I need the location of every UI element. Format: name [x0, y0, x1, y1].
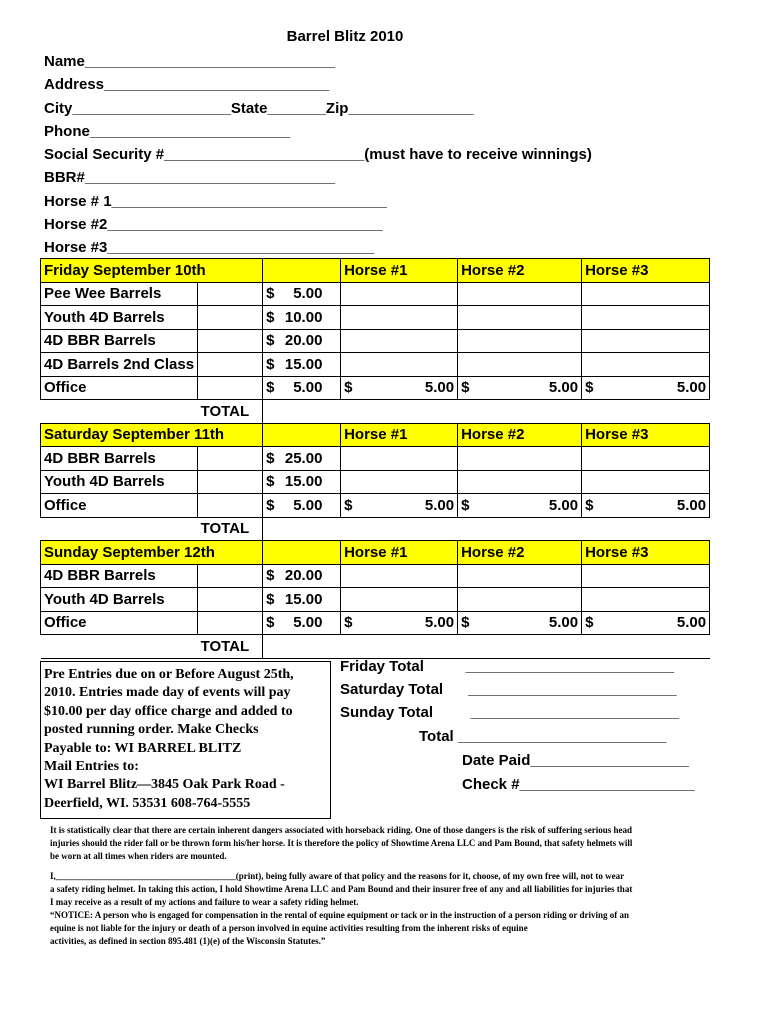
class-row: [41, 494, 710, 518]
currency-symbol: $: [266, 567, 275, 585]
currency-symbol: $: [266, 614, 275, 632]
class-name: 4D BBR Barrels: [41, 447, 198, 471]
horse-entry-cell[interactable]: [341, 564, 458, 588]
schedule-table: [40, 258, 710, 659]
horse-entry-cell: [458, 494, 582, 518]
bbr-field[interactable]: BBR#______________________________: [44, 169, 336, 187]
blank-cell: [198, 588, 263, 612]
amount: 5.00: [676, 614, 707, 632]
class-name: Pee Wee Barrels: [41, 282, 198, 306]
name-field[interactable]: Name______________________________: [44, 53, 336, 70]
currency-symbol: $: [266, 355, 275, 373]
horse-entry-cell[interactable]: [582, 564, 710, 588]
blank-cell: [198, 470, 263, 494]
waiver-line: a safety riding helmet. In taking this action, I hold Showtime Arena LLC and Pam Bound and their insurer free of any and all liabilities for injuries that: [50, 884, 633, 894]
total-cell: [263, 517, 341, 541]
horse-header: Horse #3: [582, 259, 710, 283]
class-name: 4D BBR Barrels: [41, 564, 198, 588]
horse-entry-cell[interactable]: [582, 353, 710, 377]
currency-symbol: $: [266, 285, 275, 303]
horse-entry-cell[interactable]: [458, 282, 582, 306]
horse-header: Horse #3: [582, 423, 710, 447]
horse-entry-cell: [458, 611, 582, 635]
class-fee: [263, 282, 341, 306]
class-fee: [263, 564, 341, 588]
total-cell: [341, 400, 458, 424]
total-label: TOTAL: [198, 517, 263, 541]
class-name: Youth 4D Barrels: [41, 306, 198, 330]
horse-entry-cell[interactable]: [582, 470, 710, 494]
horse-entry-cell[interactable]: [458, 564, 582, 588]
grand-total-field[interactable]: Total _________________________: [419, 728, 667, 745]
waiver-line: activities, as defined in section 895.481 (1)(e) of the Wisconsin Statutes.”: [50, 936, 326, 946]
check-number-field[interactable]: Check #_____________________: [462, 776, 695, 793]
friday-total-field[interactable]: Friday Total _________________________: [340, 658, 675, 675]
total-cell: [582, 635, 710, 659]
horse-entry-cell[interactable]: [582, 306, 710, 330]
blank-cell: [41, 400, 198, 424]
currency-symbol: $: [461, 496, 470, 514]
class-name: 4D BBR Barrels: [41, 329, 198, 353]
class-row: [41, 564, 710, 588]
horse-entry-cell: [341, 611, 458, 635]
amount: 5.00: [548, 614, 579, 632]
day-label: Friday September 10th: [41, 259, 263, 283]
total-cell: [263, 400, 341, 424]
blank-cell: [198, 611, 263, 635]
horse-entry-cell: [341, 494, 458, 518]
amount: 5.00: [424, 379, 455, 397]
amount: 5.00: [293, 496, 323, 514]
horse-entry-cell[interactable]: [582, 282, 710, 306]
class-row: [41, 470, 710, 494]
blank-cell: [198, 376, 263, 400]
horse-header: Horse #2: [458, 541, 582, 565]
currency-symbol: $: [585, 379, 594, 397]
horse-entry-cell[interactable]: [341, 470, 458, 494]
fee-header-cell: [263, 541, 341, 565]
blank-cell: [41, 517, 198, 541]
class-fee: [263, 494, 341, 518]
currency-symbol: $: [585, 614, 594, 632]
horse-entry-cell[interactable]: [341, 588, 458, 612]
total-cell: [263, 635, 341, 659]
fee-header-cell: [263, 259, 341, 283]
amount: 15.00: [284, 590, 323, 608]
date-paid-field[interactable]: Date Paid___________________: [462, 752, 689, 769]
horse-entry-cell[interactable]: [458, 329, 582, 353]
pre-entry-line: WI Barrel Blitz—3845 Oak Park Road -: [44, 777, 285, 793]
blank-cell: [198, 329, 263, 353]
amount: 5.00: [424, 496, 455, 514]
helmet-disclaimer: [50, 824, 720, 863]
horse-header: Horse #2: [458, 423, 582, 447]
currency-symbol: $: [266, 473, 275, 491]
horse-1-field[interactable]: Horse # 1_________________________________: [44, 192, 387, 210]
class-row: [41, 353, 710, 377]
pre-entry-line: Pre Entries due on or Before August 25th,: [44, 667, 294, 682]
total-cell: [458, 635, 582, 659]
day-header-row: [41, 259, 710, 283]
class-fee: [263, 447, 341, 471]
disclaimer-line: injuries should the rider fall or be thrown form his/her horse. It is therefore the policy of Showtime Arena LLC and Pam Bound, that safety helmets will: [50, 838, 633, 848]
class-fee: [263, 353, 341, 377]
currency-symbol: $: [266, 332, 275, 350]
blank-cell: [41, 635, 198, 659]
currency-symbol: $: [585, 496, 594, 514]
amount: 5.00: [293, 285, 323, 303]
currency-symbol: $: [266, 308, 275, 326]
amount: 15.00: [284, 473, 323, 491]
class-row: [41, 376, 710, 400]
horse-entry-cell[interactable]: [458, 447, 582, 471]
fee-header-cell: [263, 423, 341, 447]
pre-entry-line: 2010. Entries made day of events will pay: [44, 685, 291, 701]
class-fee: [263, 611, 341, 635]
amount: 15.00: [284, 355, 323, 373]
pre-entry-line: Mail Entries to:: [44, 759, 139, 775]
currency-symbol: $: [266, 496, 275, 514]
horse-entry-cell: [582, 494, 710, 518]
pre-entry-line: Deerfield, WI. 53531 608-764-5555: [44, 795, 251, 811]
total-row: [41, 635, 710, 659]
phone-field[interactable]: Phone________________________: [44, 122, 291, 140]
horse-entry-cell[interactable]: [341, 306, 458, 330]
class-name: Youth 4D Barrels: [41, 588, 198, 612]
total-cell: [582, 517, 710, 541]
total-cell: [341, 517, 458, 541]
blank-cell: [198, 564, 263, 588]
day-label: Sunday September 12th: [41, 541, 263, 565]
disclaimer-line: be worn at all times when riders are mounted.: [50, 851, 227, 861]
horse-entry-cell[interactable]: [458, 470, 582, 494]
class-fee: [263, 588, 341, 612]
pre-entry-line: Payable to: WI BARREL BLITZ: [44, 740, 242, 756]
amount: 5.00: [676, 379, 707, 397]
currency-symbol: $: [461, 614, 470, 632]
currency-symbol: $: [344, 614, 353, 632]
blank-cell: [198, 494, 263, 518]
amount: 20.00: [284, 332, 323, 350]
waiver-line: equine is not liable for the injury or death of a person involved in equine activities resulting from the inherent risks of equine: [50, 923, 528, 933]
saturday-total-field[interactable]: Saturday Total _________________________: [340, 681, 677, 698]
class-row: [41, 282, 710, 306]
horse-entry-cell[interactable]: [582, 447, 710, 471]
total-cell: [458, 400, 582, 424]
currency-symbol: $: [344, 379, 353, 397]
class-fee: [263, 306, 341, 330]
horse-2-field[interactable]: Horse #2_________________________________: [44, 216, 383, 234]
amount: 25.00: [284, 449, 323, 467]
class-row: [41, 611, 710, 635]
horse-header: Horse #3: [582, 541, 710, 565]
horse-header: Horse #1: [341, 541, 458, 565]
class-row: [41, 588, 710, 612]
currency-symbol: $: [344, 496, 353, 514]
blank-cell: [198, 353, 263, 377]
class-row: [41, 306, 710, 330]
currency-symbol: $: [266, 590, 275, 608]
total-label: TOTAL: [198, 400, 263, 424]
city-state-zip-field[interactable]: City___________________State_______Zip_______________: [44, 99, 474, 117]
horse-entry-cell[interactable]: [341, 353, 458, 377]
horse-header: Horse #1: [341, 423, 458, 447]
horse-entry-cell: [582, 611, 710, 635]
helmet-waiver: [50, 870, 720, 948]
social-security-field[interactable]: Social Security #________________________(must have to receive winnings): [44, 146, 592, 164]
horse-entry-cell[interactable]: [582, 329, 710, 353]
horse-entry-cell[interactable]: [341, 282, 458, 306]
class-fee: [263, 470, 341, 494]
class-fee: [263, 376, 341, 400]
waiver-line: “NOTICE: A person who is engaged for compensation in the rental of equine equipment or tack or in the instruction of a person riding or driving of an: [50, 910, 629, 920]
amount: 20.00: [284, 567, 323, 585]
horse-entry-cell[interactable]: [458, 306, 582, 330]
amount: 5.00: [676, 496, 707, 514]
day-header-row: [41, 423, 710, 447]
horse-entry-cell[interactable]: [458, 588, 582, 612]
horse-entry-cell: [458, 376, 582, 400]
address-field[interactable]: Address___________________________: [44, 76, 330, 94]
blank-cell: [198, 306, 263, 330]
amount: 5.00: [293, 614, 323, 632]
amount: 10.00: [284, 308, 323, 326]
entrant-fields: [44, 50, 592, 260]
pre-entry-line: posted running order. Make Checks: [44, 722, 259, 738]
total-cell: [582, 400, 710, 424]
class-name: Youth 4D Barrels: [41, 470, 198, 494]
pre-entry-info: [40, 661, 331, 819]
horse-entry-cell[interactable]: [458, 353, 582, 377]
horse-entry-cell[interactable]: [341, 329, 458, 353]
horse-3-field[interactable]: Horse #3________________________________: [44, 239, 375, 257]
currency-symbol: $: [461, 379, 470, 397]
horse-entry-cell: [582, 376, 710, 400]
class-row: [41, 329, 710, 353]
class-name: Office: [41, 494, 198, 518]
horse-entry-cell[interactable]: [582, 588, 710, 612]
disclaimer-line: It is statistically clear that there are certain inherent dangers associated with horseback riding. One of those dangers is the risk of suffering serious head: [50, 825, 633, 835]
blank-cell: [198, 447, 263, 471]
blank-cell: [198, 282, 263, 306]
class-name: Office: [41, 376, 198, 400]
currency-symbol: $: [266, 379, 275, 397]
horse-header: Horse #1: [341, 259, 458, 283]
day-label: Saturday September 11th: [41, 423, 263, 447]
class-row: [41, 447, 710, 471]
sunday-total-field[interactable]: Sunday Total _________________________: [340, 704, 680, 721]
day-header-row: [41, 541, 710, 565]
form-title: Barrel Blitz 2010: [286, 28, 404, 45]
horse-header: Horse #2: [458, 259, 582, 283]
total-row: [41, 400, 710, 424]
total-row: [41, 517, 710, 541]
class-name: 4D Barrels 2nd Class: [41, 353, 198, 377]
pre-entry-line: $10.00 per day office charge and added to: [44, 703, 293, 719]
total-label: TOTAL: [198, 635, 263, 659]
class-fee: [263, 329, 341, 353]
currency-symbol: $: [266, 449, 275, 467]
horse-entry-cell[interactable]: [341, 447, 458, 471]
total-cell: [341, 635, 458, 659]
amount: 5.00: [424, 614, 455, 632]
amount: 5.00: [548, 379, 579, 397]
horse-entry-cell: [341, 376, 458, 400]
amount: 5.00: [548, 496, 579, 514]
total-cell: [458, 517, 582, 541]
waiver-line: I may receive as a result of my actions and failure to wear a safety riding helmet.: [50, 897, 359, 907]
waiver-line: I,________________________________________(print), being fully aware of that policy and the reasons for it, choose, of my own free will, not to wear: [50, 871, 625, 881]
class-name: Office: [41, 611, 198, 635]
amount: 5.00: [293, 379, 323, 397]
